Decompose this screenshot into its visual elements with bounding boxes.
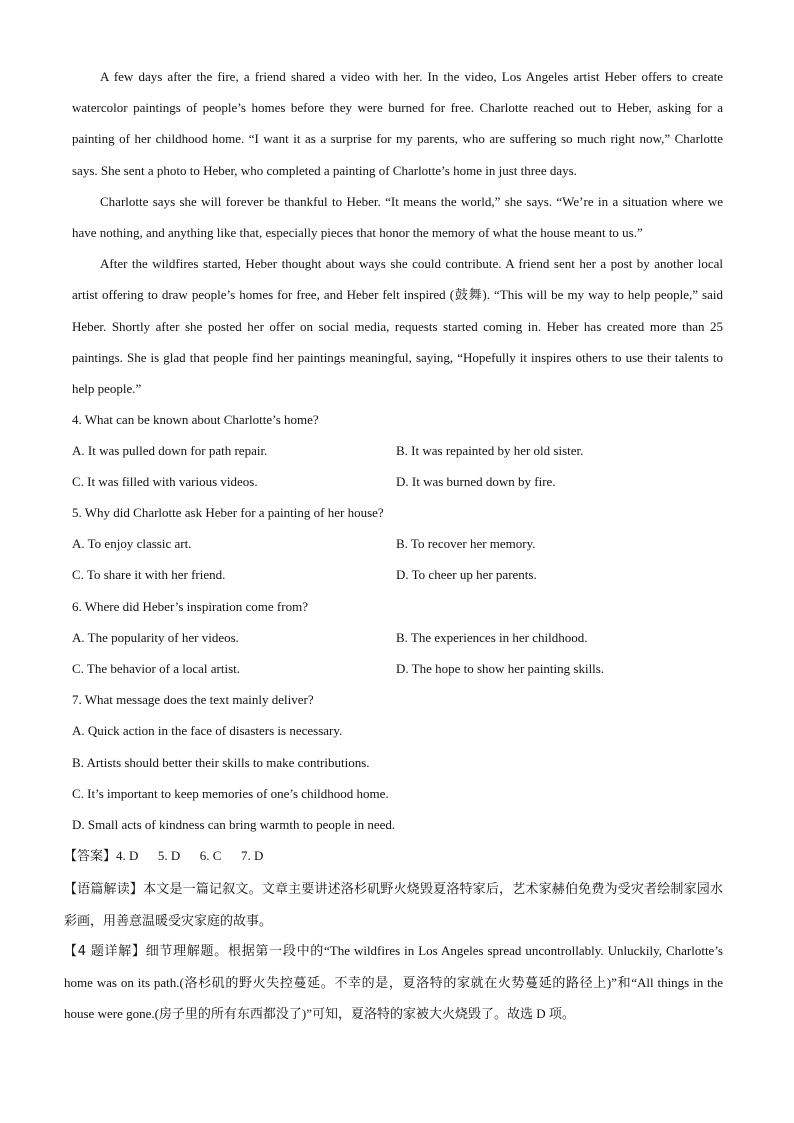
- answer-line: [64, 848, 263, 865]
- question-5-stem: 5. Why did Charlotte ask Heber for a painting of her house?: [72, 505, 384, 520]
- answer-label: 【答案】: [64, 849, 117, 864]
- reading-passage: [72, 61, 723, 404]
- question-7-option-c[interactable]: C. It’s important to keep memories of one’s childhood home.: [72, 786, 389, 801]
- passage-paragraph-1: A few days after the fire, a friend shared a video with her. In the video, Los Angeles artist Heber offers to create watercolor paintings of people’s homes before they were burned for free. Charlotte reached out to Heber, asking for a painting of her childhood home. “I want it as a surprise for my parents, who are suffering so much right now,” Charlotte says. She sent a photo to Heber, who completed a painting of Charlotte’s home in just three days.: [72, 69, 723, 178]
- question-7-stem: 7. What message does the text mainly deliver?: [72, 692, 314, 707]
- explanation-4-text: 细节理解题。根据第一段中的“The wildfires in Los Angeles spread uncontrollably. Unluckily, Charlotte’s home was on its path.(洛杉矶的野火失控蔓延。不幸的是，夏洛特的家就在火势蔓延的路径上)”和“All things in the house were gone.(房子里的所有东西都没了)”可知，夏洛特的家被大火烧毁了。故选 D 项。: [64, 943, 723, 1022]
- question-4-option-c[interactable]: C. It was filled with various videos.: [72, 474, 258, 489]
- passage-paragraph-3: After the wildfires started, Heber thought about ways she could contribute. A friend sent her a post by another local artist offering to draw people’s homes for free, and Heber felt inspired (鼓舞). “This will be my way to help people,” said Heber. Shortly after she posted her offer on social media, requests started coming in. Heber has created more than 25 paintings. She is glad that people find her paintings meaningful, saying, “Hopefully it inspires others to use their talents to help people.”: [72, 256, 723, 397]
- interpretation-label: 【语篇解读】: [64, 882, 144, 897]
- question-4-option-d[interactable]: D. It was burned down by fire.: [396, 474, 556, 489]
- question-6-stem: 6. Where did Heber’s inspiration come from?: [72, 599, 308, 614]
- question-7-option-b[interactable]: B. Artists should better their skills to make contributions.: [72, 755, 370, 770]
- passage-interpretation: [64, 873, 723, 937]
- question-4-option-a[interactable]: A. It was pulled down for path repair.: [72, 443, 268, 458]
- question-4-option-b[interactable]: B. It was repainted by her old sister.: [396, 443, 584, 458]
- answer-values: 4. D 5. D 6. C 7. D: [116, 848, 264, 863]
- question-4-stem: 4. What can be known about Charlotte’s home?: [72, 412, 319, 427]
- explanation-4-label: 【4 题详解】: [64, 944, 146, 959]
- question-5-option-c[interactable]: C. To share it with her friend.: [72, 567, 226, 582]
- question-5-option-a[interactable]: A. To enjoy classic art.: [72, 536, 192, 551]
- question-5-option-b[interactable]: B. To recover her memory.: [396, 536, 536, 551]
- passage-paragraph-2: Charlotte says she will forever be thankful to Heber. “It means the world,” she says. “We’re in a situation where we have nothing, and anything like that, especially pieces that honor the memory of what the house meant to us.”: [72, 193, 723, 241]
- question-7-option-d[interactable]: D. Small acts of kindness can bring warmth to people in need.: [72, 817, 396, 832]
- question-6-option-a[interactable]: A. The popularity of her videos.: [72, 630, 239, 645]
- question-5-option-d[interactable]: D. To cheer up her parents.: [396, 567, 537, 582]
- question-6-option-b[interactable]: B. The experiences in her childhood.: [396, 630, 588, 645]
- question-6-option-c[interactable]: C. The behavior of a local artist.: [72, 661, 240, 676]
- question-7-option-a[interactable]: A. Quick action in the face of disasters is necessary.: [72, 723, 343, 738]
- question-6-option-d[interactable]: D. The hope to show her painting skills.: [396, 661, 605, 676]
- interpretation-text: 本文是一篇记叙文。文章主要讲述洛杉矶野火烧毁夏洛特家后，艺术家赫伯免费为受灾者绘制家园水彩画，用善意温暖受灾家庭的故事。: [64, 882, 723, 930]
- question-4-explanation: [64, 935, 723, 1030]
